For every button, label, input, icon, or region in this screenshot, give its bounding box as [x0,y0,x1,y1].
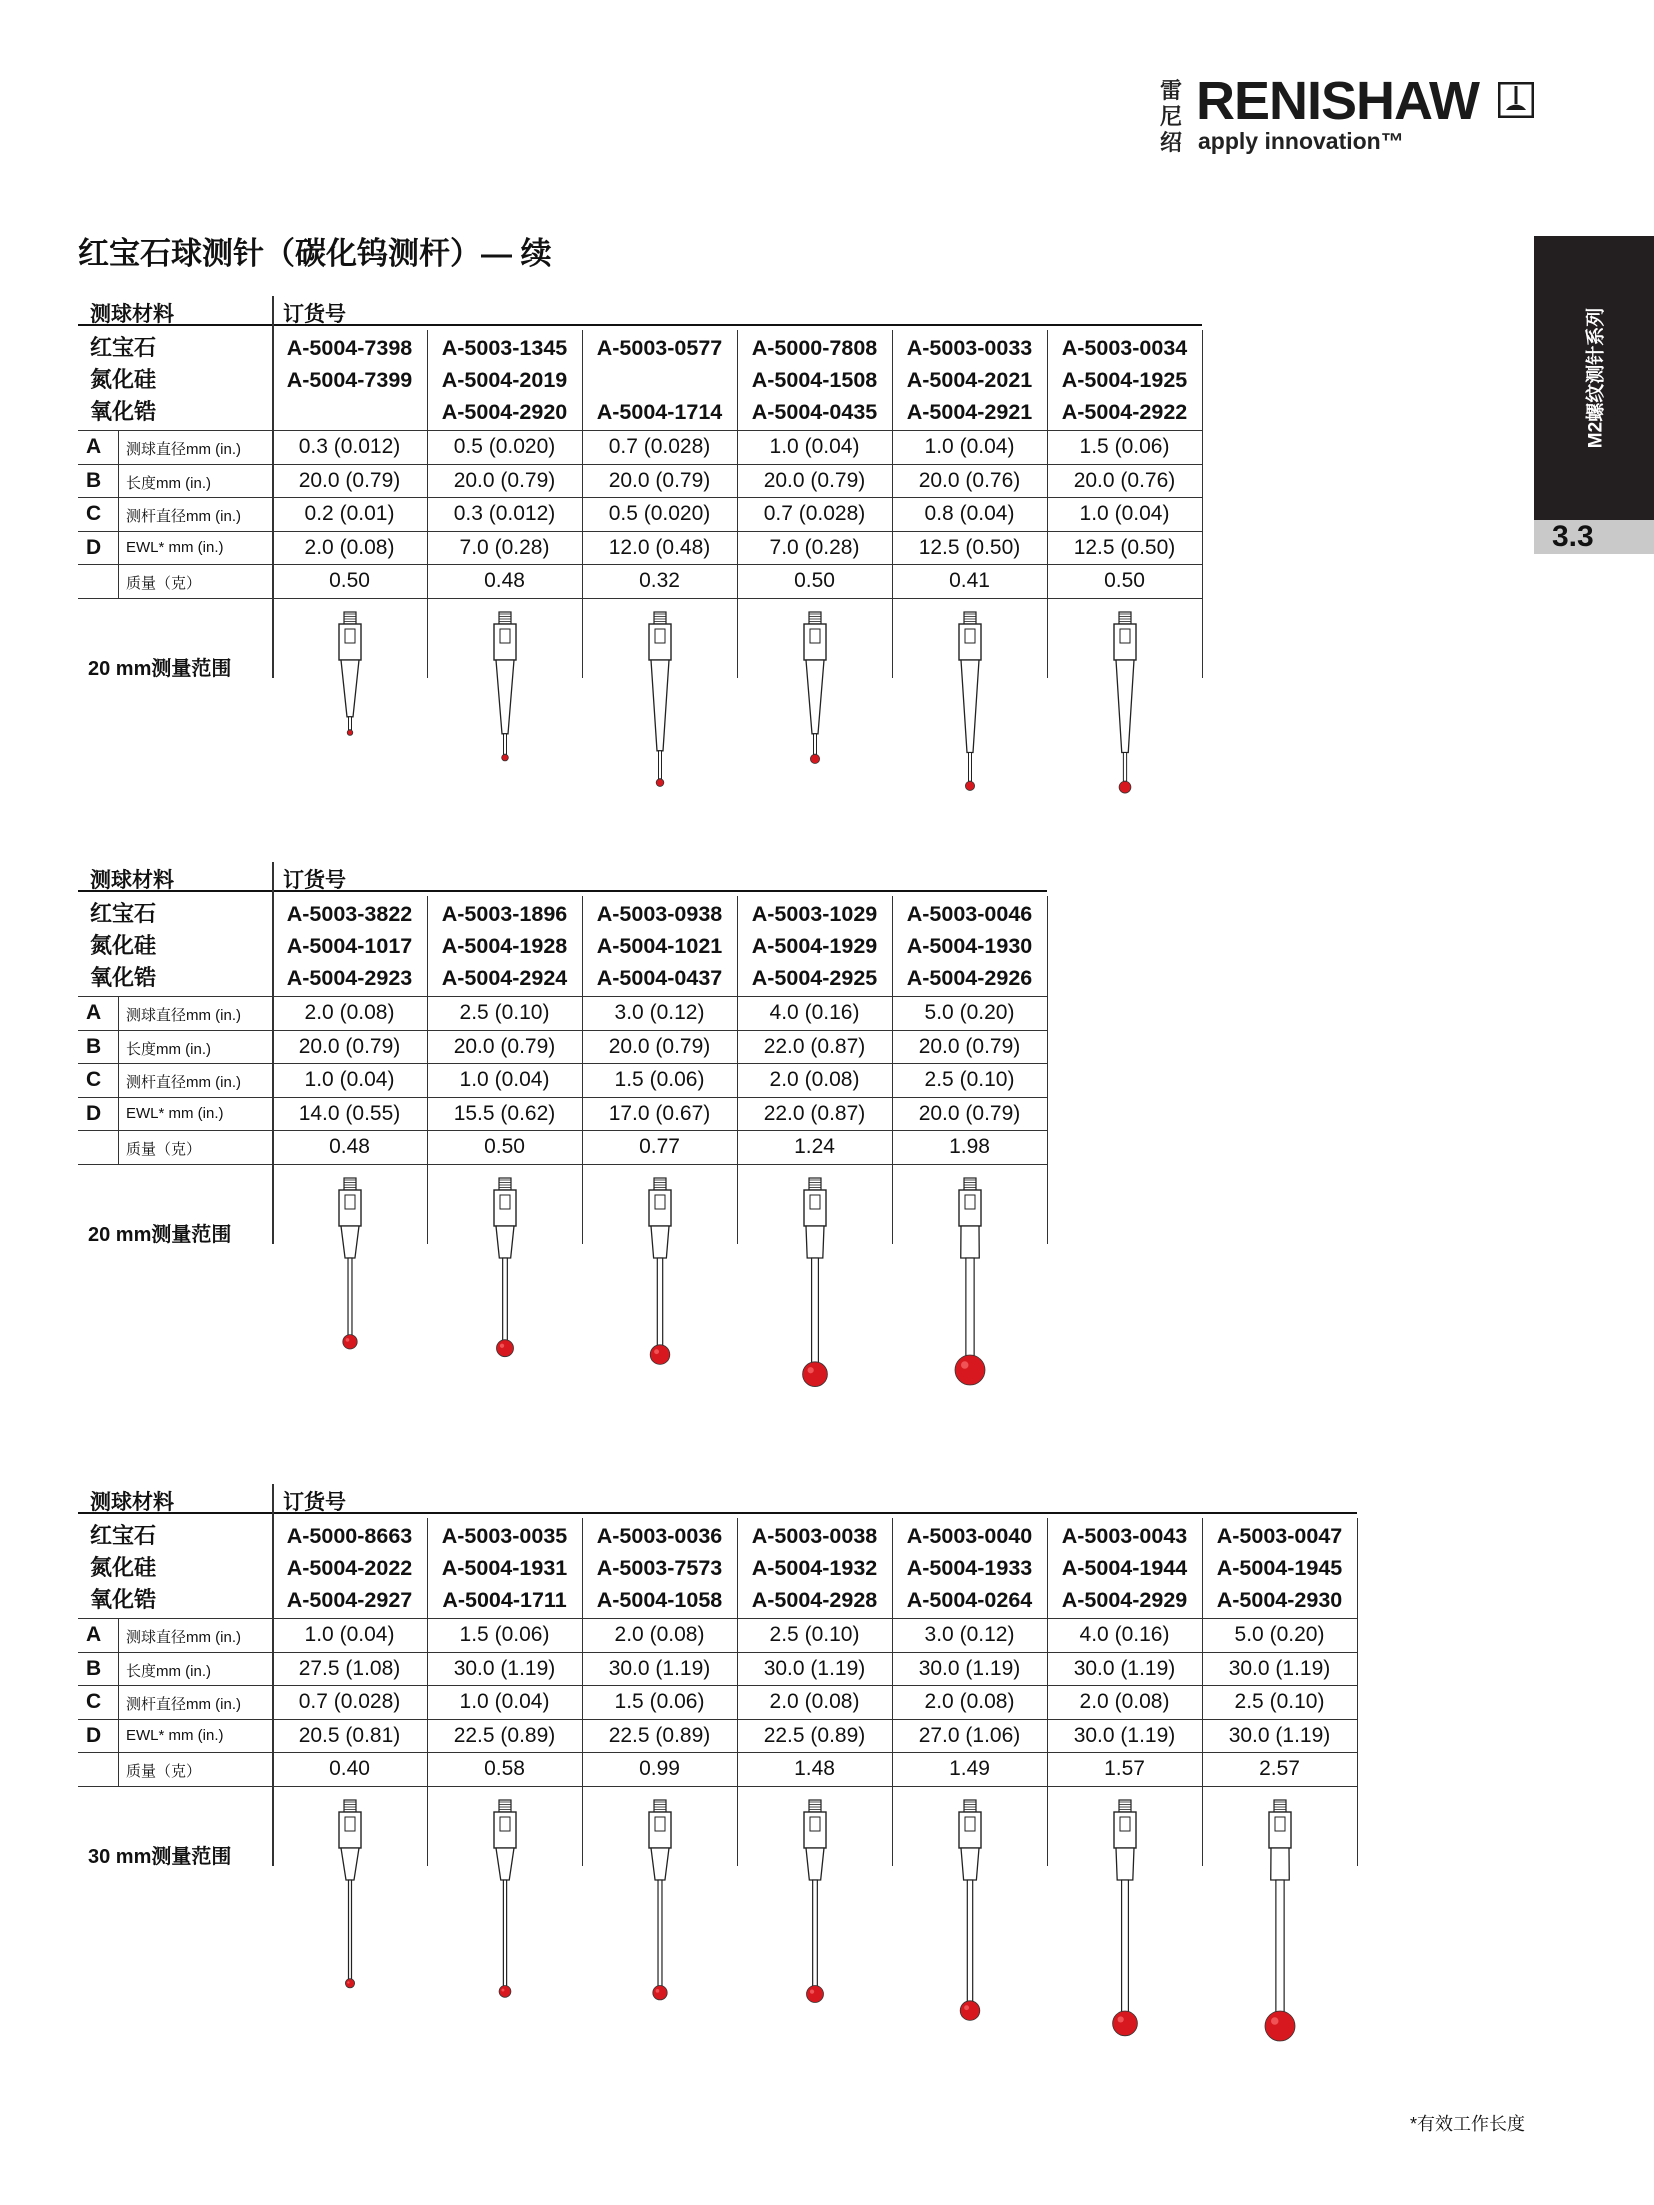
order-number-header: 订货号 [283,1491,346,1514]
spec-value: 0.99 [639,1757,680,1780]
part-number-ruby: A-5003-0035 [441,1524,568,1548]
spec-value: 22.0 (0.87) [763,1034,866,1058]
spec-value: 20.5 (0.81) [298,1723,401,1747]
key-divider [118,430,119,598]
spec-value: 2.0 (0.08) [924,1690,1015,1713]
column-rule [1047,896,1048,1244]
spec-value: 7.0 (0.28) [769,535,860,559]
spec-value: 0.3 (0.012) [453,502,556,525]
spec-value: 20.0 (0.76) [1073,468,1176,492]
spec-value: 0.7 (0.028) [298,1690,401,1713]
spec-value: 20.0 (0.79) [298,1034,401,1058]
part-number-sin: A-5004-1925 [1061,368,1188,392]
stylus-drawing [940,1800,1000,2000]
part-number-zr: A-5004-2929 [1061,1588,1188,1612]
material-header: 测球材料 [90,1491,174,1514]
spec-value: 20.0 (0.79) [763,468,866,492]
spec-value: 2.0 (0.08) [769,1690,860,1713]
column-rule [272,862,274,1244]
material-name: 红宝石 [90,901,157,926]
logo-wordmark: RENISHAW [1196,71,1480,131]
footnote: *有效工作长度 [1410,2114,1526,2134]
spec-value: 27.5 (1.08) [298,1656,401,1680]
stylus-table-2 [78,862,1047,1246]
part-number-sin: A-5004-1929 [751,934,878,958]
part-number-sin: A-5004-7399 [286,368,413,392]
spec-value: 1.0 (0.04) [459,1068,550,1091]
order-number-column [427,332,582,428]
order-number-column [737,332,892,428]
part-number-ruby: A-5004-7398 [286,336,413,360]
part-number-ruby: A-5003-0577 [596,336,723,360]
spec-value: 1.0 (0.04) [1079,502,1170,525]
part-number-zr: A-5004-2930 [1216,1588,1343,1612]
spec-label: 测球直径mm (in.) [126,441,241,458]
spec-value: 4.0 (0.16) [1079,1623,1170,1646]
part-number-sin: A-5004-1930 [906,934,1033,958]
stylus-drawing [630,1800,690,2000]
spec-row [78,1752,1357,1785]
part-number-zr: A-5004-0437 [596,966,723,990]
spec-value: 7.0 (0.28) [459,535,550,559]
spec-value: 2.5 (0.10) [924,1068,1015,1091]
spec-value: 20.0 (0.79) [918,1101,1021,1125]
spec-row [78,430,1202,463]
stylus-drawing [320,1800,380,2000]
spec-value: 20.0 (0.79) [453,1034,556,1058]
logo-chinese-name: 雷 尼 绍 [1160,78,1183,155]
spec-value: 30.0 (1.19) [1073,1723,1176,1747]
spec-value: 0.58 [484,1757,525,1780]
spec-label: EWL* mm (in.) [126,538,224,556]
order-number-column [427,1520,582,1616]
spec-row [78,1719,1357,1752]
stylus-drawing [1095,612,1155,812]
material-name: 氮化硅 [90,933,157,958]
stylus-drawing [475,1800,535,2000]
column-rule [737,1518,738,1866]
material-names [90,1520,156,1616]
column-rule [582,896,583,1244]
spec-value: 27.0 (1.06) [918,1723,1021,1747]
part-number-zr: A-5004-2926 [906,966,1033,990]
spec-value: 1.49 [949,1757,990,1780]
stylus-drawing [1250,1800,1310,2000]
part-number-ruby: A-5003-0938 [596,902,723,926]
part-number-zr: A-5004-2922 [1061,400,1188,424]
stylus-drawing [320,1178,380,1378]
column-rule [892,896,893,1244]
spec-value: 1.0 (0.04) [459,1690,550,1713]
spec-value: 1.0 (0.04) [769,435,860,458]
order-number-column [582,898,737,994]
spec-value: 0.50 [794,569,835,592]
part-number-zr: A-5004-2928 [751,1588,878,1612]
side-tab-label: M2螺纹测针系列 [1585,307,1607,449]
part-number-zr: A-5004-0264 [906,1588,1033,1612]
spec-value: 20.0 (0.79) [608,1034,711,1058]
column-rule [272,1484,274,1866]
part-number-zr: A-5004-2927 [286,1588,413,1612]
spec-value: 2.0 (0.08) [769,1068,860,1091]
spec-value: 0.48 [329,1135,370,1158]
spec-value: 0.40 [329,1757,370,1780]
part-number-ruby: A-5003-3822 [286,902,413,926]
order-number-column [582,1520,737,1616]
column-rule [737,330,738,678]
material-names [90,898,156,994]
part-number-ruby: A-5003-0047 [1216,1524,1343,1548]
spec-row [78,1063,1047,1096]
order-number-column [1047,332,1202,428]
spec-label: 长度mm (in.) [126,474,211,492]
part-number-sin: A-5004-1944 [1061,1556,1188,1580]
spec-label: 质量（克） [126,1763,202,1780]
part-number-ruby: A-5003-0046 [906,902,1033,926]
part-number-zr: A-5004-2921 [906,400,1033,424]
row-rule [78,1164,1047,1165]
spec-row [78,1030,1047,1063]
spec-value: 0.48 [484,569,525,592]
part-number-ruby: A-5000-8663 [286,1524,413,1548]
stylus-drawing [475,1178,535,1378]
spec-row [78,464,1202,497]
order-number-column [1202,1520,1357,1616]
table-header-row [78,862,1047,892]
spec-value: 2.5 (0.10) [459,1001,550,1024]
part-number-sin: A-5004-2021 [906,368,1033,392]
part-number-zr [272,396,427,428]
spec-value: 0.41 [949,569,990,592]
part-number-sin: A-5004-1932 [751,1556,878,1580]
table-grid [78,862,1047,1246]
order-number-column [892,332,1047,428]
order-number-column [272,332,427,428]
part-number-ruby: A-5003-1345 [441,336,568,360]
section-number: 3.3 [1552,520,1594,553]
spec-key: B [86,1034,102,1058]
spec-key: D [86,535,102,559]
column-rule [1047,330,1048,678]
spec-row [78,1618,1357,1651]
spec-value: 2.0 (0.08) [1079,1690,1170,1713]
part-number-zr: A-5004-2924 [441,966,568,990]
spec-label: 质量（克） [126,575,202,592]
stylus-drawing [630,1178,690,1378]
spec-row [78,531,1202,564]
spec-value: 1.24 [794,1135,835,1158]
column-rule [1357,1518,1358,1866]
spec-value: 20.0 (0.79) [608,468,711,492]
stylus-drawing [785,1178,845,1378]
order-number-column [737,1520,892,1616]
spec-key: A [86,435,102,458]
spec-row [78,1097,1047,1130]
spec-value: 1.5 (0.06) [1079,435,1170,458]
spec-value: 12.5 (0.50) [918,535,1021,559]
spec-key: B [86,468,102,492]
spec-row [78,564,1202,597]
order-number-column [892,1520,1047,1616]
key-divider [118,996,119,1164]
part-number-ruby: A-5003-0033 [906,336,1033,360]
spec-value: 4.0 (0.16) [769,1001,860,1024]
material-name: 红宝石 [90,335,157,360]
column-rule [892,330,893,678]
part-number-ruby: A-5003-0034 [1061,336,1188,360]
column-rule [427,896,428,1244]
material-header: 测球材料 [90,303,174,326]
spec-label: EWL* mm (in.) [126,1104,224,1122]
part-number-ruby: A-5003-0043 [1061,1524,1188,1548]
material-name: 氧化锆 [90,399,157,424]
spec-value: 22.5 (0.89) [453,1723,556,1747]
spec-value: 15.5 (0.62) [453,1101,556,1125]
order-number-column [582,332,737,428]
spec-row [78,1652,1357,1685]
table-grid [78,296,1202,680]
row-rule [78,598,1202,599]
column-rule [892,1518,893,1866]
spec-value: 12.0 (0.48) [608,535,711,559]
order-number-column [272,898,427,994]
spec-key: C [86,1690,102,1713]
spec-value: 14.0 (0.55) [298,1101,401,1125]
spec-value: 5.0 (0.20) [924,1001,1015,1024]
section-side-tab [1534,236,1654,520]
part-number-sin: A-5003-7573 [596,1556,723,1580]
order-number-header: 订货号 [283,303,346,326]
renishaw-probe-mark-icon [1498,82,1534,118]
spec-key: D [86,1101,102,1125]
spec-value: 30.0 (1.19) [763,1656,866,1680]
spec-key: B [86,1656,102,1680]
spec-label: 质量（克） [126,1141,202,1158]
measuring-range-label: 20 mm测量范围 [88,657,232,680]
stylus-drawing [475,612,535,812]
part-number-zr: A-5004-1711 [442,1588,567,1612]
spec-label: 长度mm (in.) [126,1662,211,1680]
spec-value: 2.5 (0.10) [1234,1690,1325,1713]
stylus-table-3 [78,1484,1357,1868]
spec-label: 长度mm (in.) [126,1040,211,1058]
material-name: 红宝石 [90,1523,157,1548]
spec-value: 0.7 (0.028) [608,435,711,458]
part-number-ruby: A-5003-1029 [751,902,878,926]
spec-value: 20.0 (0.76) [918,468,1021,492]
spec-value: 0.8 (0.04) [924,502,1015,525]
part-number-ruby: A-5003-1896 [441,902,568,926]
spec-key: D [86,1723,102,1747]
column-rule [1202,1518,1203,1866]
spec-value: 0.3 (0.012) [298,435,401,458]
spec-label: 测杆直径mm (in.) [126,508,241,525]
spec-label: 测杆直径mm (in.) [126,1696,241,1713]
material-header: 测球材料 [90,869,174,892]
part-number-sin: A-5004-1508 [751,368,878,392]
part-number-zr: A-5004-0435 [751,400,878,424]
column-rule [427,330,428,678]
part-number-zr: A-5004-2925 [751,966,878,990]
spec-value: 3.0 (0.12) [924,1623,1015,1646]
part-number-sin: A-5004-1928 [441,934,568,958]
spec-label: 测球直径mm (in.) [126,1007,241,1024]
material-name: 氮化硅 [90,1555,157,1580]
spec-value: 0.5 (0.020) [608,502,711,525]
material-name: 氧化锆 [90,965,157,990]
part-number-zr: A-5004-2920 [441,400,568,424]
spec-value: 20.0 (0.79) [298,468,401,492]
spec-value: 0.77 [639,1135,680,1158]
spec-value: 30.0 (1.19) [918,1656,1021,1680]
measuring-range-label: 30 mm测量范围 [88,1845,232,1868]
spec-value: 5.0 (0.20) [1234,1623,1325,1646]
section-number-tab [1534,520,1654,554]
spec-value: 1.5 (0.06) [614,1690,705,1713]
stylus-drawing [785,612,845,812]
column-rule [1202,330,1203,678]
order-number-column [737,898,892,994]
page-title: 红宝石球测针（碳化钨测杆）— 续 [78,236,552,271]
key-divider [118,1618,119,1786]
spec-value: 0.50 [329,569,370,592]
table-header-row [78,1484,1357,1514]
material-name: 氧化锆 [90,1587,157,1612]
part-number-sin: A-5004-1945 [1216,1556,1343,1580]
header-rule [78,890,1047,892]
spec-value: 0.5 (0.020) [453,435,556,458]
table-grid [78,1484,1357,1868]
part-number-sin: A-5004-1017 [286,934,413,958]
spec-value: 1.57 [1104,1757,1145,1780]
spec-value: 2.0 (0.08) [304,1001,395,1024]
spec-value: 2.0 (0.08) [304,535,395,559]
spec-value: 22.0 (0.87) [763,1101,866,1125]
spec-value: 12.5 (0.50) [1073,535,1176,559]
spec-key: C [86,1068,102,1091]
spec-value: 1.5 (0.06) [459,1623,550,1646]
measuring-range-label: 20 mm测量范围 [88,1223,232,1246]
part-number-sin: A-5004-2022 [286,1556,413,1580]
spec-label: 测球直径mm (in.) [126,1629,241,1646]
part-number-zr: A-5004-1714 [596,400,723,424]
spec-value: 30.0 (1.19) [1228,1656,1331,1680]
spec-label: 测杆直径mm (in.) [126,1074,241,1091]
spec-value: 1.0 (0.04) [924,435,1015,458]
spec-key: A [86,1623,102,1646]
spec-value: 2.57 [1259,1757,1300,1780]
part-number-sin [582,364,737,396]
spec-key: A [86,1001,102,1024]
column-rule [427,1518,428,1866]
material-name: 氮化硅 [90,367,157,392]
spec-value: 20.0 (0.79) [453,468,556,492]
column-rule [272,296,274,678]
stylus-drawing [940,612,1000,812]
part-number-zr: A-5004-2923 [286,966,413,990]
stylus-drawing [630,612,690,812]
spec-value: 30.0 (1.19) [608,1656,711,1680]
column-rule [737,896,738,1244]
material-names [90,332,156,428]
stylus-drawing [785,1800,845,2000]
stylus-drawing [940,1178,1000,1378]
spec-value: 0.2 (0.01) [304,502,395,525]
part-number-ruby: A-5003-0040 [906,1524,1033,1548]
column-rule [582,1518,583,1866]
spec-value: 2.0 (0.08) [614,1623,705,1646]
part-number-sin: A-5004-1021 [596,934,723,958]
stylus-drawing [1095,1800,1155,2000]
spec-value: 0.50 [484,1135,525,1158]
part-number-ruby: A-5000-7808 [751,336,878,360]
part-number-ruby: A-5003-0038 [751,1524,878,1548]
spec-value: 30.0 (1.19) [453,1656,556,1680]
spec-row [78,497,1202,530]
spec-value: 1.98 [949,1135,990,1158]
spec-value: 30.0 (1.19) [1073,1656,1176,1680]
table-header-row [78,296,1202,326]
column-rule [1047,1518,1048,1866]
spec-value: 30.0 (1.19) [1228,1723,1331,1747]
stylus-drawing [320,612,380,812]
order-number-header: 订货号 [283,869,346,892]
spec-row [78,1130,1047,1163]
order-number-column [892,898,1047,994]
order-number-column [1047,1520,1202,1616]
part-number-sin: A-5004-2019 [441,368,568,392]
part-number-sin: A-5004-1931 [441,1556,568,1580]
spec-value: 17.0 (0.67) [608,1101,711,1125]
spec-value: 20.0 (0.79) [918,1034,1021,1058]
spec-value: 22.5 (0.89) [763,1723,866,1747]
spec-row [78,996,1047,1029]
spec-value: 1.48 [794,1757,835,1780]
spec-key: C [86,502,102,525]
spec-value: 1.0 (0.04) [304,1068,395,1091]
column-rule [582,330,583,678]
header-rule [78,1512,1357,1514]
spec-value: 3.0 (0.12) [614,1001,705,1024]
spec-value: 2.5 (0.10) [769,1623,860,1646]
part-number-sin: A-5004-1933 [906,1556,1033,1580]
logo-tagline: apply innovation™ [1198,128,1404,154]
spec-value: 0.32 [639,569,680,592]
row-rule [78,1786,1357,1787]
spec-row [78,1685,1357,1718]
spec-value: 1.5 (0.06) [614,1068,705,1091]
header-rule [78,324,1202,326]
spec-value: 0.50 [1104,569,1145,592]
spec-value: 1.0 (0.04) [304,1623,395,1646]
order-number-column [272,1520,427,1616]
spec-value: 22.5 (0.89) [608,1723,711,1747]
spec-label: EWL* mm (in.) [126,1726,224,1744]
part-number-zr: A-5004-1058 [596,1588,723,1612]
order-number-column [427,898,582,994]
part-number-ruby: A-5003-0036 [596,1524,723,1548]
stylus-table-1 [78,296,1202,680]
spec-value: 0.7 (0.028) [763,502,866,525]
